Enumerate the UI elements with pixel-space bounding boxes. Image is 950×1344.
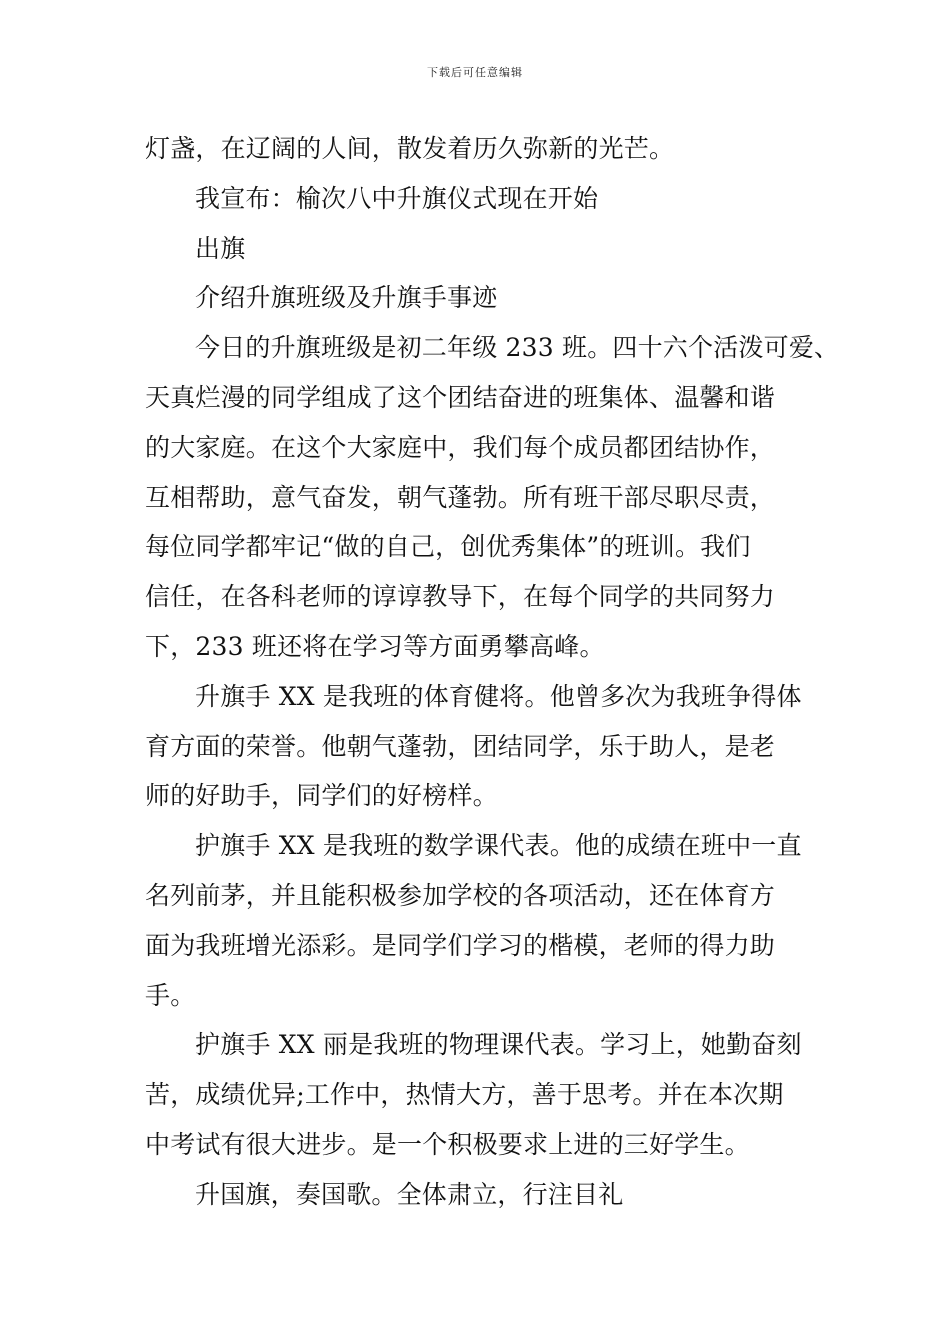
- text-line: 中考试有很大进步。是一个积极要求上进的三好学生。: [145, 1129, 750, 1159]
- text-line: 名列前茅，并且能积极参加学校的各项活动，还在体育方: [145, 880, 776, 910]
- text-line: 苦，成绩优异;工作中，热情大方，善于思考。并在本次期: [145, 1080, 784, 1110]
- text-line: 下，233 班还将在学习等方面勇攀高峰。: [145, 631, 605, 661]
- text-line: 师的好助手，同学们的好榜样。: [145, 781, 498, 811]
- text-line: 互相帮助，意气奋发，朝气蓬勃。所有班干部尽职尽责，: [145, 482, 776, 512]
- text-line: 的大家庭。在这个大家庭中，我们每个成员都团结协作，: [145, 432, 776, 462]
- text-line: 今日的升旗班级是初二年级 233 班。四十六个活泼可爱、: [195, 333, 840, 363]
- text-line: 出旗: [195, 233, 246, 263]
- text-line: 升旗手 XX 是我班的体育健将。他曾多次为我班争得体: [195, 681, 802, 711]
- text-line: 面为我班增光添彩。是同学们学习的楷模，老师的得力助: [145, 930, 776, 960]
- text-line: 护旗手 XX 丽是我班的物理课代表。学习上，她勤奋刻: [195, 1030, 802, 1060]
- text-line: 天真烂漫的同学组成了这个团结奋进的班集体、温馨和谐: [145, 382, 776, 412]
- text-line: 每位同学都牢记“做的自己，创优秀集体”的班训。我们: [145, 532, 751, 562]
- text-line: 手。: [145, 980, 196, 1010]
- text-line: 信任，在各科老师的谆谆教导下，在每个同学的共同努力: [145, 582, 776, 612]
- text-line: 护旗手 XX 是我班的数学课代表。他的成绩在班中一直: [195, 831, 802, 861]
- text-line: 升国旗，奏国歌。全体肃立，行注目礼: [195, 1179, 624, 1209]
- text-line: 我宣布：榆次八中升旗仪式现在开始: [195, 183, 599, 213]
- document-body: [145, 124, 840, 1220]
- text-line: 育方面的荣誉。他朝气蓬勃，团结同学，乐于助人，是老: [145, 731, 776, 761]
- page-header: 下载后可任意编辑: [427, 66, 523, 79]
- text-line: 介绍升旗班级及升旗手事迹: [195, 283, 498, 313]
- text-line: 灯盏，在辽阔的人间，散发着历久弥新的光芒。: [145, 134, 675, 163]
